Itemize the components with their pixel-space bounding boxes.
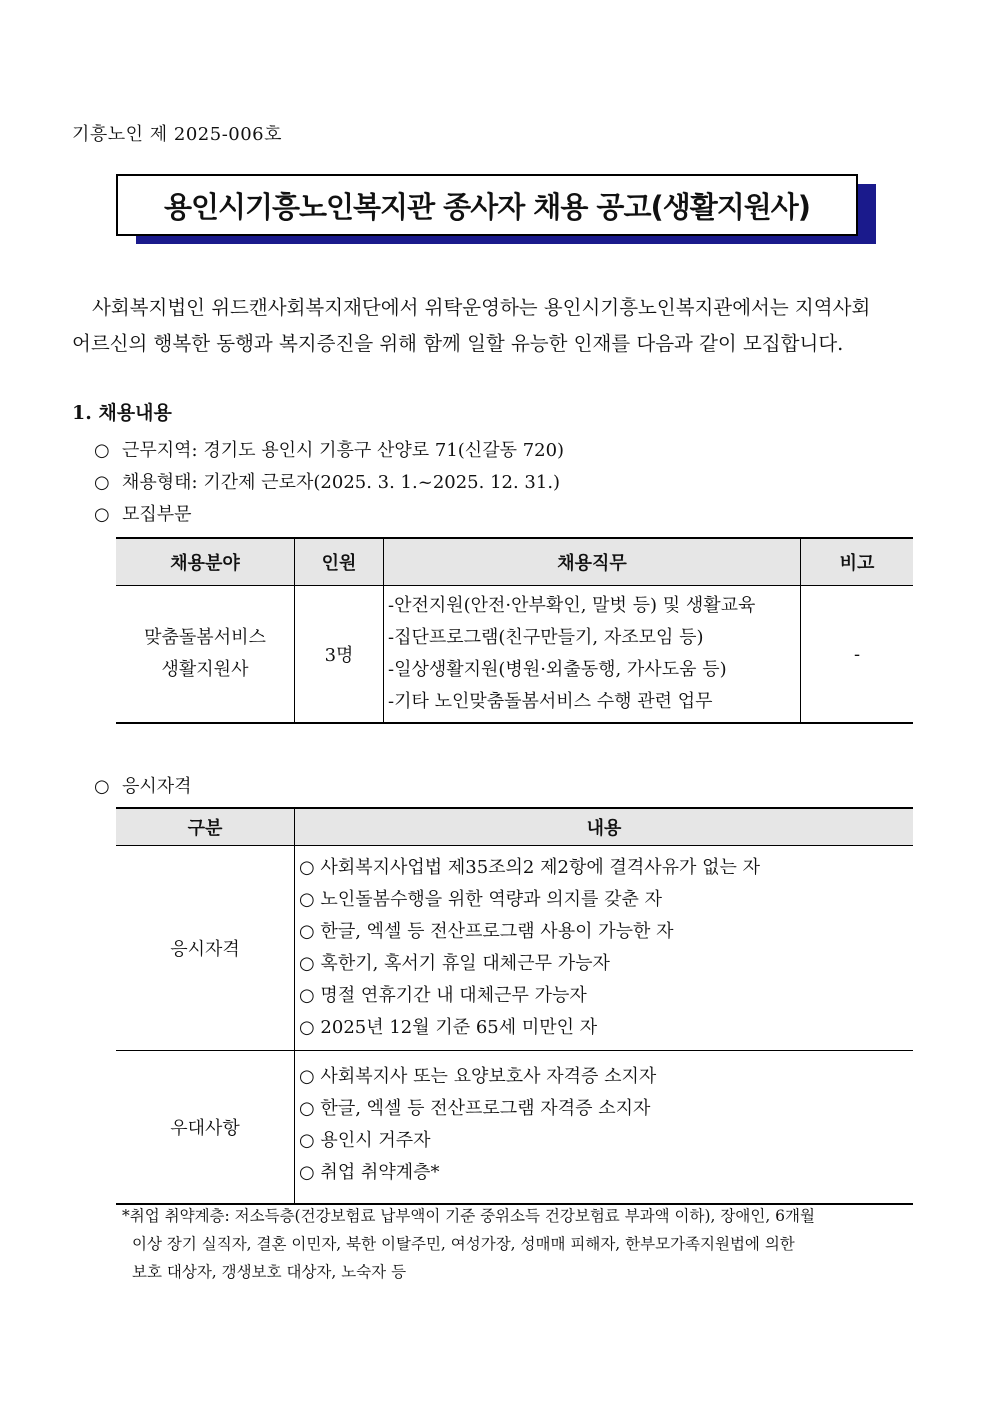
header-content: 내용	[295, 808, 914, 846]
list-item: ○ 사회복지사 또는 요양보호사 자격증 소지자	[299, 1066, 657, 1087]
list-item: ○ 2025년 12월 기준 65세 미만인 자	[299, 1017, 598, 1038]
header-duty: 채용직무	[384, 538, 801, 586]
field-line-2: 생활지원사	[161, 659, 249, 680]
table-row	[116, 1051, 913, 1205]
bullet-employment-type	[94, 468, 560, 494]
count-cell: 3명	[295, 586, 384, 724]
section-heading-recruitment: 1. 채용내용	[72, 402, 172, 424]
table-header-row	[116, 538, 913, 586]
header-note: 비고	[801, 538, 914, 586]
pref-items-cell	[295, 1051, 914, 1205]
table-row	[116, 846, 913, 1051]
recruitment-table	[116, 537, 913, 724]
intro-paragraph	[72, 290, 924, 362]
title-banner	[116, 174, 876, 244]
duty-item: -안전지원(안전·안부확인, 말벗 등) 및 생활교육	[388, 595, 756, 616]
bullet-mark: ○	[94, 472, 110, 493]
list-item: ○ 혹한기, 혹서기 휴일 대체근무 가능자	[299, 953, 610, 974]
header-field: 채용분야	[116, 538, 295, 586]
list-item: ○ 명절 연휴기간 내 대체근무 가능자	[299, 985, 587, 1006]
list-item: ○ 한글, 엑셀 등 전산프로그램 자격증 소지자	[299, 1098, 651, 1119]
bullet-recruit-section	[94, 500, 192, 526]
footnote	[122, 1202, 922, 1286]
bullet-qualification	[94, 772, 192, 798]
header-count: 인원	[295, 538, 384, 586]
footnote-line-3: 보호 대상자, 갱생보호 대상자, 노숙자 등	[132, 1263, 407, 1281]
footnote-line-1: *취업 취약계층: 저소득층(건강보험료 납부액이 기준 중위소득 건강보험료 부과액 이하), 장애인, 6개월	[122, 1207, 815, 1225]
intro-line-1: 사회복지법인 위드캔사회복지재단에서 위탁운영하는 용인시기흥노인복지관에서는 지역사회	[92, 296, 871, 319]
table-row	[116, 586, 913, 724]
duty-item: -집단프로그램(친구만들기, 자조모임 등)	[388, 627, 704, 648]
employment-type-text: 채용형태: 기간제 근로자(2025. 3. 1.~2025. 12. 31.)	[122, 472, 561, 493]
bullet-mark: ○	[94, 776, 110, 797]
duty-item: -기타 노인맞춤돌봄서비스 수행 관련 업무	[388, 691, 713, 712]
title-box	[116, 174, 858, 236]
list-item: ○ 사회복지사업법 제35조의2 제2항에 결격사유가 없는 자	[299, 857, 760, 878]
bullet-mark: ○	[94, 440, 110, 461]
field-line-1: 맞춤돌봄서비스	[144, 627, 266, 648]
work-location-text: 근무지역: 경기도 용인시 기흥구 산양로 71(신갈동 720)	[122, 440, 565, 461]
list-item: ○ 용인시 거주자	[299, 1130, 431, 1151]
bullet-work-location	[94, 436, 564, 462]
note-cell: -	[801, 586, 914, 724]
pref-label-cell: 우대사항	[116, 1051, 295, 1205]
recruit-section-text: 모집부문	[122, 504, 192, 525]
qualification-heading: 응시자격	[122, 776, 192, 797]
page-title: 용인시기흥노인복지관 종사자 채용 공고(생활지원사)	[163, 189, 811, 224]
header-category: 구분	[116, 808, 295, 846]
list-item: ○ 노인돌봄수행을 위한 역량과 의지를 갖춘 자	[299, 889, 663, 910]
list-item: ○ 한글, 엑셀 등 전산프로그램 사용이 가능한 자	[299, 921, 674, 942]
field-cell	[116, 586, 295, 724]
intro-line-2: 어르신의 행복한 동행과 복지증진을 위해 함께 일할 유능한 인재를 다음과 같이 모집합니다.	[72, 332, 844, 355]
table-header-row	[116, 808, 913, 846]
bullet-mark: ○	[94, 504, 110, 525]
document-number: 기흥노인 제 2025-006호	[72, 124, 283, 145]
duty-item: -일상생활지원(병원·외출동행, 가사도움 등)	[388, 659, 727, 680]
footnote-line-2: 이상 장기 실직자, 결혼 이민자, 북한 이탈주민, 여성가장, 성매매 피해자, 한부모가족지원법에 의한	[132, 1235, 795, 1253]
duty-cell	[384, 586, 801, 724]
qual-label-cell: 응시자격	[116, 846, 295, 1051]
qualification-table	[116, 807, 913, 1205]
qual-items-cell	[295, 846, 914, 1051]
list-item: ○ 취업 취약계층*	[299, 1162, 440, 1183]
